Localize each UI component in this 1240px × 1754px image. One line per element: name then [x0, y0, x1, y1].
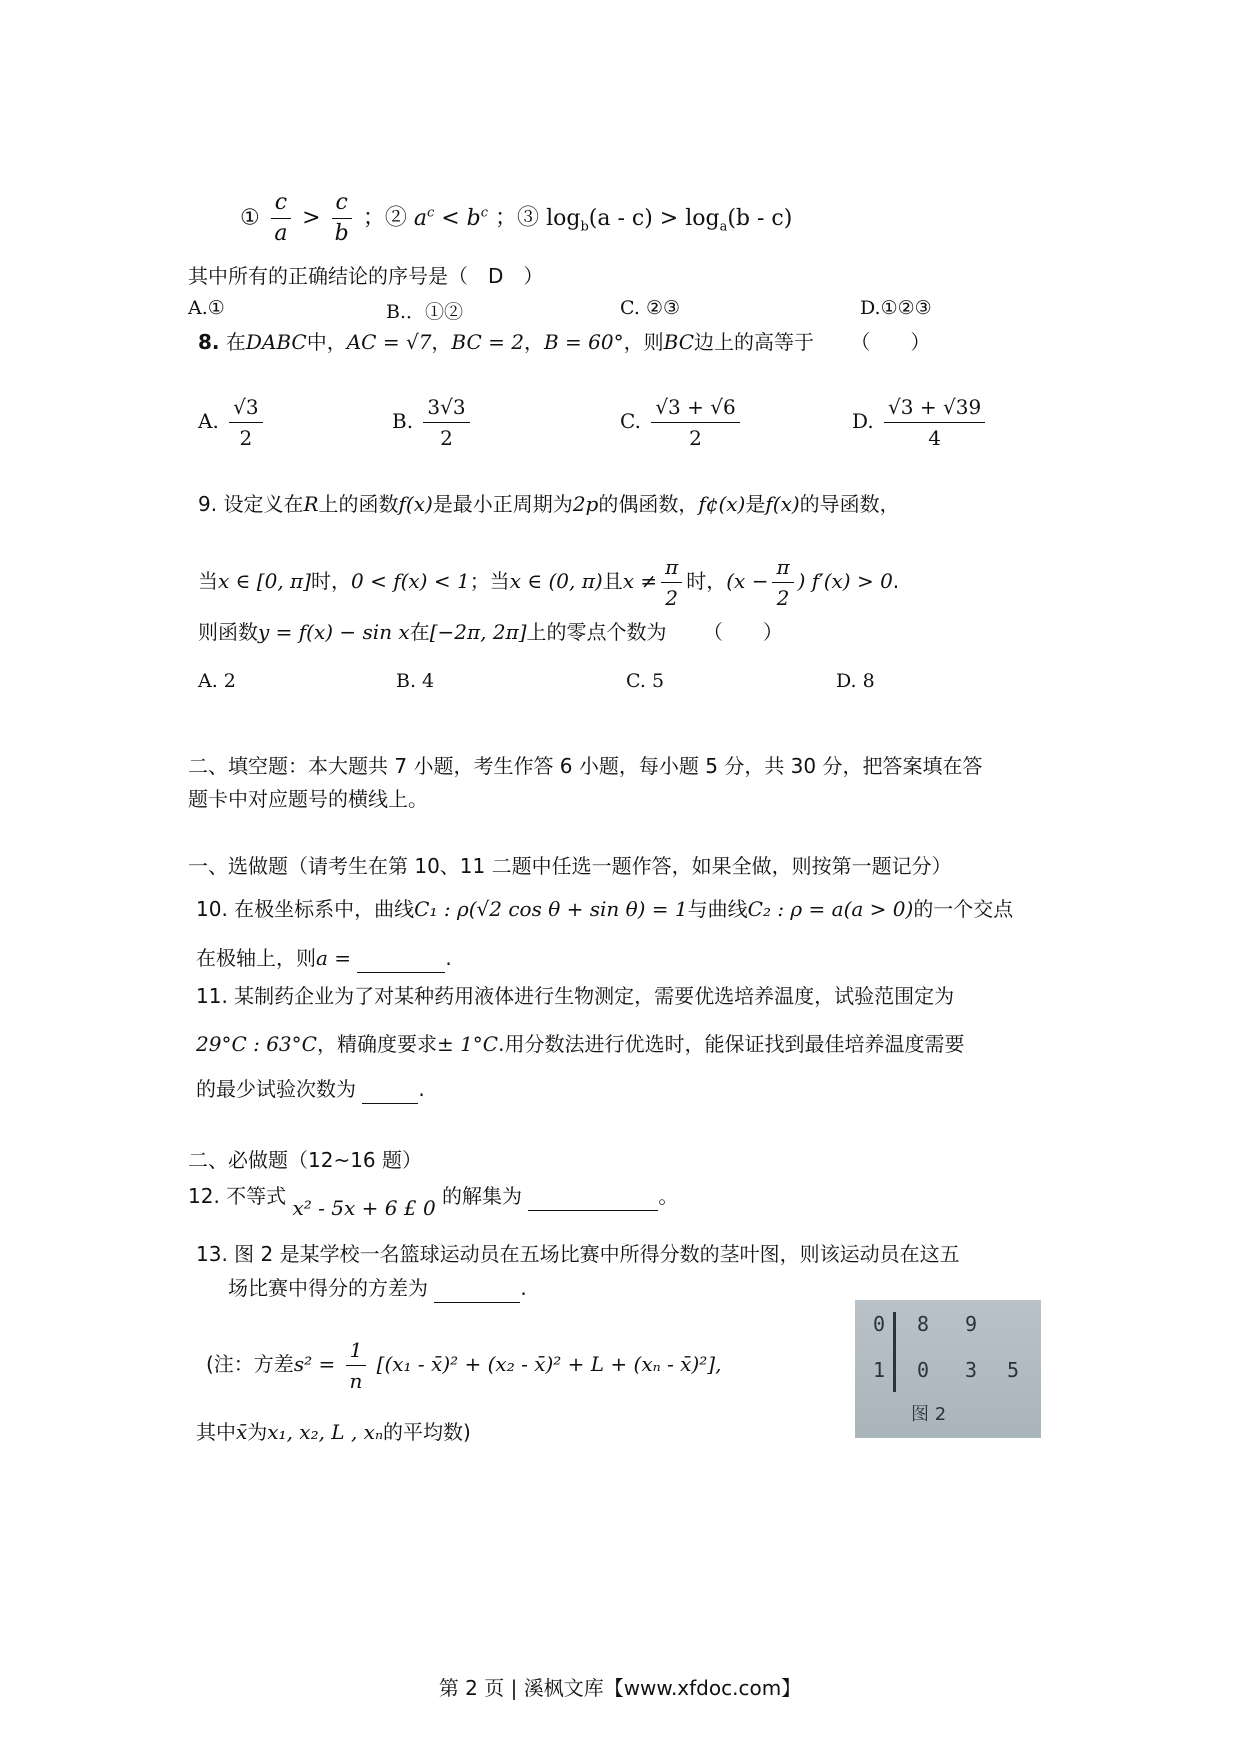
- leaf-1-2: 5: [1007, 1358, 1020, 1382]
- q12-answer-blank[interactable]: [528, 1182, 658, 1211]
- q7-sep2: ；③: [495, 205, 540, 231]
- q7-c2: $a^c < b^c$: [413, 205, 489, 231]
- q11-line3: 的最少试验次数为 .: [196, 1075, 425, 1104]
- elective-heading: 一、选做题（请考生在第 10、11 二题中任选一题作答，如果全做，则按第一题记分）: [188, 854, 952, 878]
- q7-c1-marker: ①: [240, 205, 260, 231]
- section2-line1: 二、填空题：本大题共 7 小题，考生作答 6 小题，每小题 5 分，共 30 分，把答案填在答: [188, 754, 983, 778]
- q10-line1: 10. 在极坐标系中，曲线C₁ : ρ(√2 cos θ + sin θ) = 1与曲线C₂ : ρ = a(a > 0)的一个交点: [196, 897, 1014, 921]
- q12-line: 12. 不等式 x² - 5x + 6 £ 0 的解集为 。: [188, 1184, 679, 1220]
- q7-option-a: A.①: [188, 297, 225, 319]
- stem-leaf-caption: 图 2: [911, 1404, 947, 1425]
- q9-option-c: C. 5: [626, 670, 665, 692]
- q7-sep1: ；②: [362, 205, 407, 231]
- q7-frac-cb: $\frac{c}{b}$: [332, 188, 352, 249]
- q9-option-a: A. 2: [198, 670, 236, 692]
- q8-option-d: D. $\frac{√3 + √39}{4}$: [852, 392, 989, 453]
- leaf-1-0: 0: [917, 1358, 930, 1382]
- q10-line2: 在极轴上，则a = .: [196, 944, 452, 973]
- stem-leaf-divider: [893, 1312, 896, 1392]
- q13-note-line1: (注：方差s² = $\frac{1}{n}$ [(x₁ - x̄)² + (x₂ - x̄)² + L + (xₙ - x̄)²],: [206, 1335, 721, 1396]
- q7-answer-line: 其中所有的正确结论的序号是（ D ）: [188, 264, 544, 288]
- q7-option-c: C. ②③: [620, 297, 681, 319]
- q11-line2: 29°C : 63°C，精确度要求± 1°C.用分数法进行优选时，能保证找到最佳培养温度需要: [196, 1032, 965, 1056]
- q13-line1: 13. 图 2 是某学校一名篮球运动员在五场比赛中所得分数的茎叶图，则该运动员在这五: [196, 1242, 960, 1266]
- leaf-0-0: 8: [917, 1312, 930, 1336]
- q9-option-b: B. 4: [396, 670, 435, 692]
- stem-0: 0: [873, 1312, 886, 1336]
- q8-stem: 8. 在DABC中，AC = √7，BC = 2，B = 60°，则BC边上的高等于 （ ）: [198, 330, 931, 354]
- q10-answer-blank[interactable]: [357, 944, 445, 973]
- q7-option-b: B.．①②: [386, 301, 464, 323]
- q9-option-d: D. 8: [836, 670, 875, 692]
- stem-leaf-figure: [855, 1300, 1041, 1438]
- q11-line1: 11. 某制药企业为了对某种药用液体进行生物测定，需要优选培养温度，试验范围定为: [196, 984, 955, 1008]
- leaf-1-1: 3: [965, 1358, 978, 1382]
- page-footer: 第 2 页 | 溪枫文库【www.xfdoc.com】: [438, 1676, 802, 1700]
- q8-option-c: C. $\frac{√3 + √6}{2}$: [620, 392, 744, 453]
- q9-line2: 当x ∈ [0, π]时，0 < f(x) < 1；当x ∈ (0, π)且x ≠ $\frac{\pi}{2}$ 时，(x − $\frac{\pi}{2}$ ) f′(x) > 0.: [198, 552, 899, 613]
- q7-option-d: D.①②③: [860, 297, 932, 319]
- leaf-0-1: 9: [965, 1312, 978, 1336]
- q9-line3: 则函数y = f(x) − sin x在[−2π, 2π]上的零点个数为 （ ）: [198, 620, 783, 644]
- q8-option-a: A. $\frac{√3}{2}$: [198, 392, 267, 453]
- required-heading: 二、必做题（12~16 题）: [188, 1148, 423, 1172]
- q13-note-line2: 其中x̄为x₁, x₂, L , xₙ的平均数): [196, 1420, 471, 1444]
- stem-1: 1: [873, 1358, 886, 1382]
- q11-answer-blank[interactable]: [362, 1075, 418, 1104]
- q7-frac-ca: $\frac{c}{a}$: [271, 188, 291, 249]
- q8-option-b: B. $\frac{3√3}{2}$: [392, 392, 474, 453]
- q13-answer-blank[interactable]: [434, 1274, 520, 1303]
- q9-line1: 9. 设定义在R上的函数f(x)是最小正周期为2p的偶函数，f¢(x)是f(x)的导函数，: [198, 492, 900, 516]
- section2-line2: 题卡中对应题号的横线上。: [188, 787, 428, 811]
- q13-line2: 场比赛中得分的方差为 .: [228, 1274, 527, 1303]
- q7-c3: $\log_b(a - c) > \log_a(b - c)$: [546, 205, 793, 234]
- q7-conclusions: ① $\frac{c}{a}$ > $\frac{c}{b}$ ；② $a^c < b^c$ ；③ $\log_b(a - c) > \log_a(b - c)$: [240, 188, 792, 249]
